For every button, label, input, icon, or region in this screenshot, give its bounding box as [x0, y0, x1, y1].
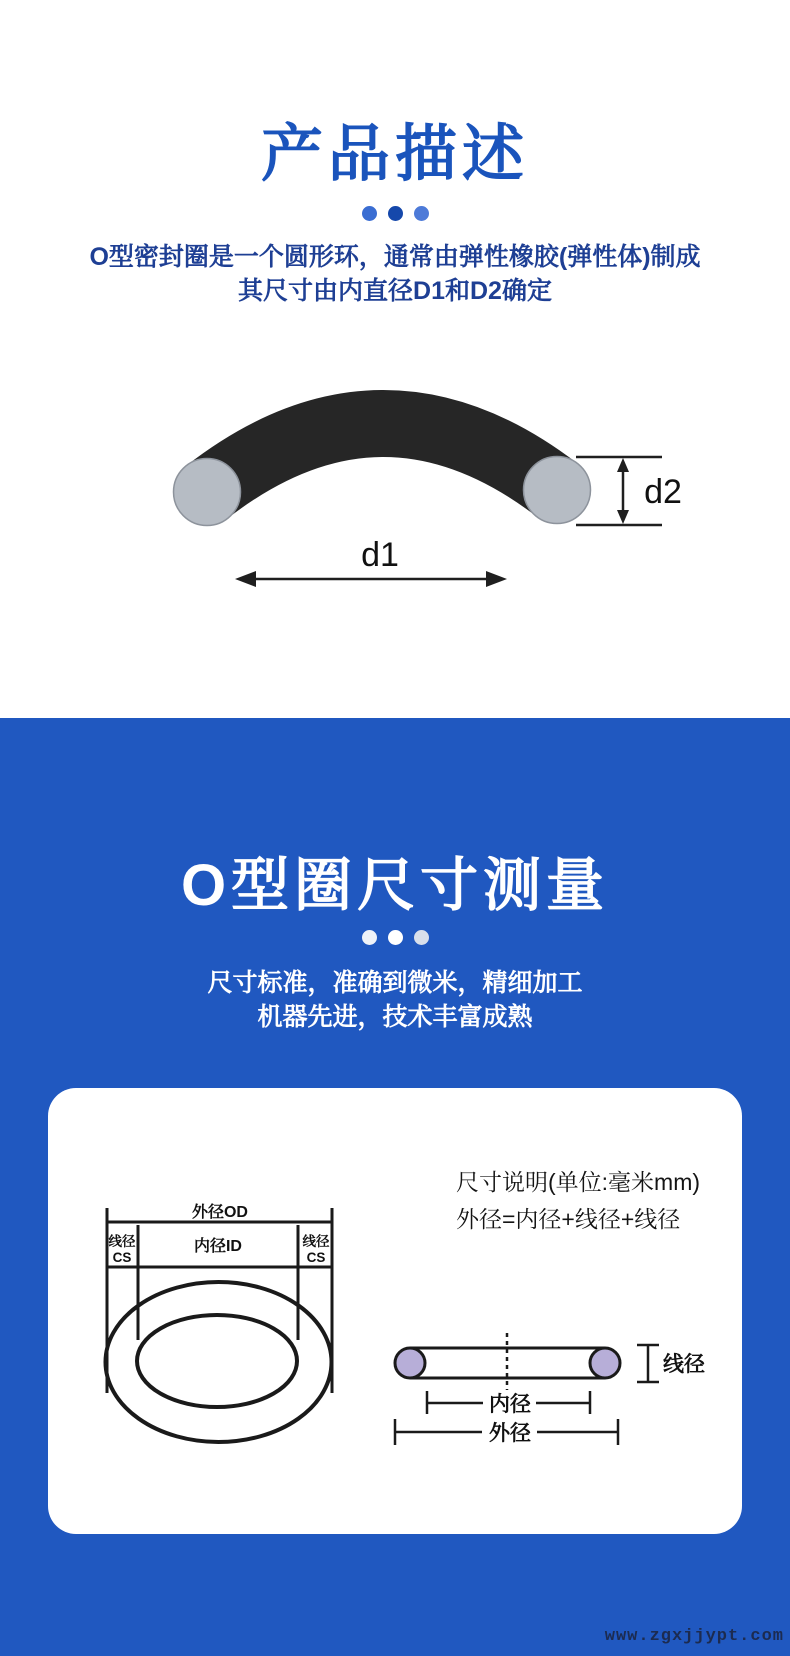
d1-arrowhead-left-icon	[235, 571, 256, 587]
cs-right-label-line2: CS	[306, 1250, 326, 1265]
measurement-paragraph	[0, 966, 790, 1034]
cord-section-left	[395, 1348, 425, 1378]
description-line-1: O型密封圈是一个圆形环，通常由弹性橡胶(弹性体)制成	[89, 243, 701, 271]
section-product-description	[0, 0, 790, 718]
dimension-note-line-2: 外径=内径+线径+线径	[456, 1206, 681, 1232]
d2-arrowhead-up-icon	[617, 458, 629, 472]
cs-label: 线径	[663, 1353, 705, 1376]
oring-cross-section-figure	[140, 352, 700, 587]
oring-rubber-arch	[207, 423, 557, 492]
d1-label: d1	[361, 536, 399, 574]
measurement-line-2: 机器先进，技术丰富成熟	[257, 1003, 533, 1031]
divider-dots	[0, 930, 790, 945]
cross-section-left	[174, 459, 241, 526]
cross-section-right	[524, 457, 591, 524]
cs-left-label-line2: CS	[112, 1250, 132, 1265]
cs-left-label-line1: 线径	[108, 1234, 136, 1249]
divider-dot-icon	[388, 930, 403, 945]
oring-side-view-diagram	[385, 1325, 710, 1455]
cs-right-label-line1: 线径	[302, 1234, 330, 1249]
divider-dot-icon	[362, 206, 377, 221]
dimension-note	[456, 1164, 700, 1238]
divider-dot-icon	[414, 206, 429, 221]
d1-arrowhead-right-icon	[486, 571, 507, 587]
oring-inner-ellipse	[137, 1315, 297, 1407]
d2-label: d2	[644, 473, 682, 511]
cs-dimension-bracket	[637, 1345, 659, 1382]
divider-dot-icon	[414, 930, 429, 945]
site-watermark: www.zgxjjypt.com	[604, 1627, 784, 1646]
divider-dots	[0, 206, 790, 221]
dimension-note-line-1: 尺寸说明(单位:毫米mm)	[456, 1169, 701, 1195]
id-label: 内径	[489, 1393, 531, 1416]
od-label: 外径OD	[191, 1204, 249, 1221]
cord-section-right	[590, 1348, 620, 1378]
id-label: 内径ID	[193, 1238, 243, 1255]
description-paragraph	[0, 240, 790, 308]
od-label: 外径	[489, 1422, 531, 1445]
section-title: O型圈尺寸测量	[180, 853, 610, 918]
dimension-diagram-card	[48, 1088, 742, 1534]
description-line-2: 其尺寸由内直径D1和D2确定	[238, 277, 552, 305]
d2-arrowhead-down-icon	[617, 510, 629, 524]
divider-dot-icon	[388, 206, 403, 221]
measurement-line-1: 尺寸标准，准确到微米，精细加工	[207, 969, 583, 997]
oring-top-view-diagram	[90, 1195, 350, 1455]
section-title: 产品描述	[260, 120, 529, 189]
section-size-measurement	[0, 718, 790, 1656]
divider-dot-icon	[362, 930, 377, 945]
